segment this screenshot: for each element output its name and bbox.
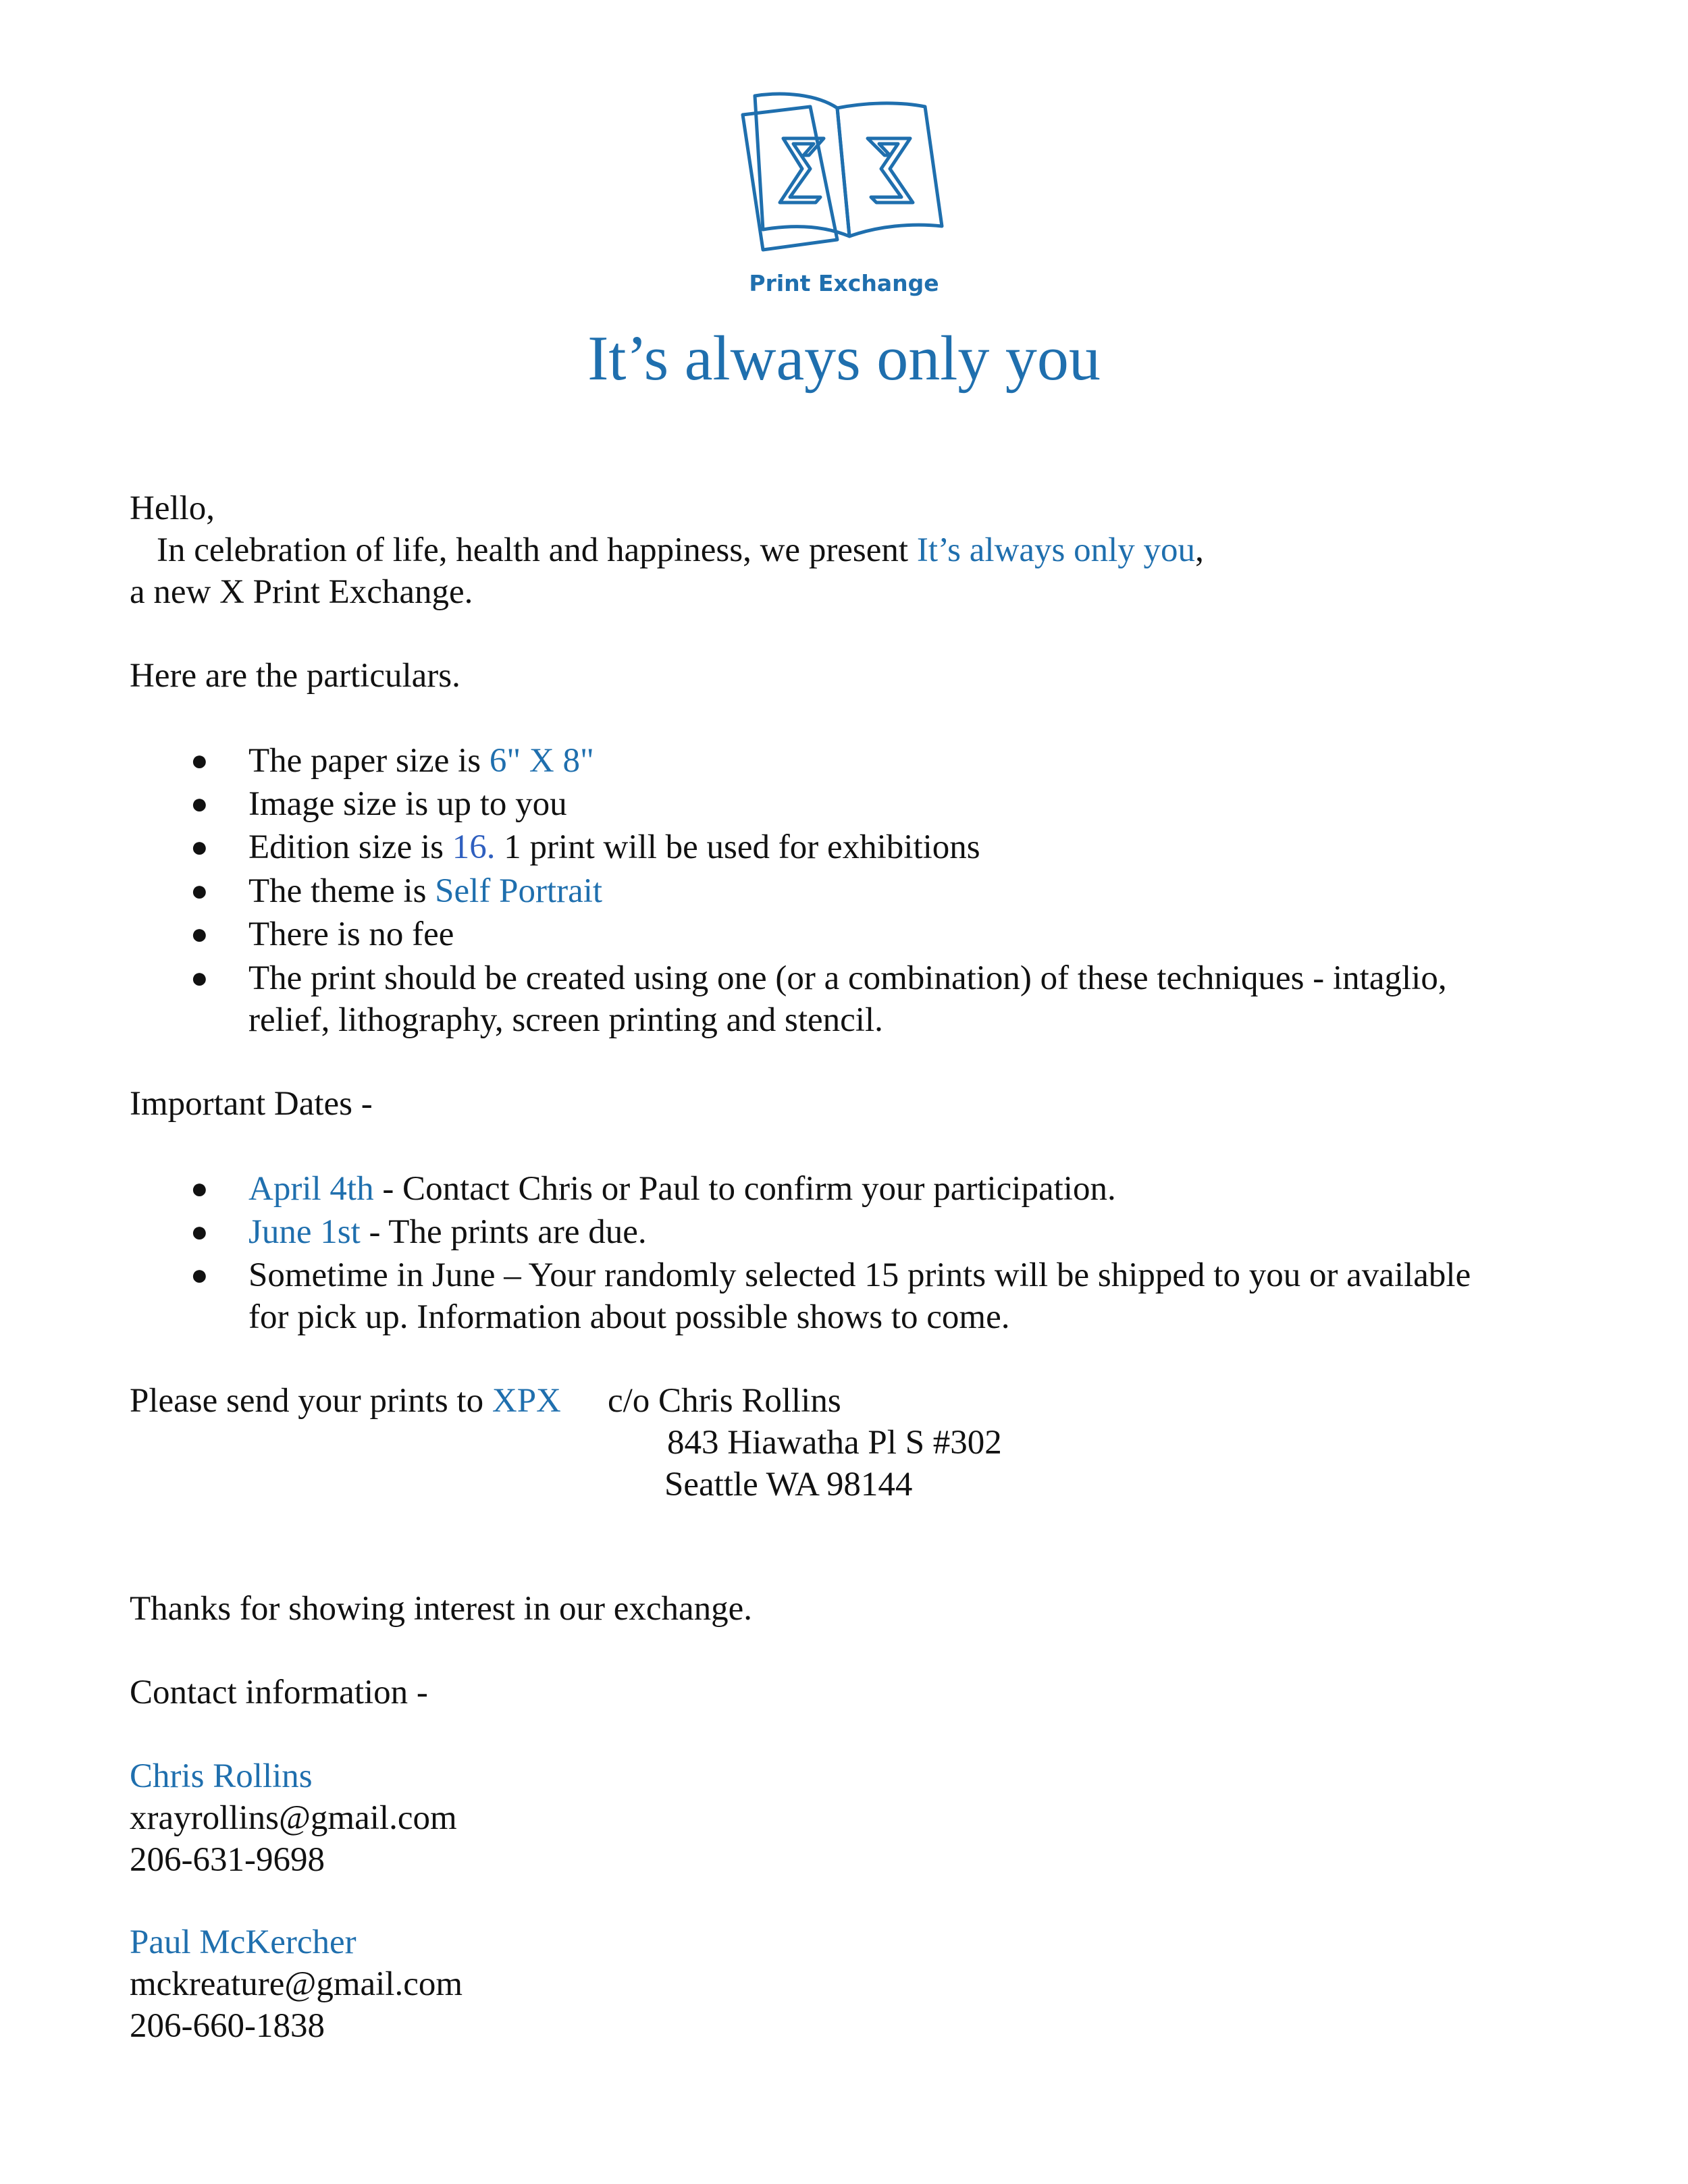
- x-book-logo-icon: [736, 88, 952, 257]
- greeting: Hello,: [130, 489, 215, 527]
- contact-heading: Contact information -: [130, 1674, 428, 1711]
- particulars-heading: Here are the particulars.: [130, 657, 460, 695]
- date-item: April 4th - Contact Chris or Paul to confirm your participation.: [248, 1170, 1116, 1208]
- bullet: ●: [190, 1258, 209, 1291]
- list-item: Image size is up to you: [248, 785, 567, 823]
- date-item: June 1st - The prints are due.: [248, 1213, 647, 1251]
- thanks-text: Thanks for showing interest in our exchange.: [130, 1590, 753, 1628]
- contact-email[interactable]: mckreature@gmail.com: [130, 1965, 463, 2003]
- date-item: Sometime in June – Your randomly selected 15 prints will be shipped to you or available: [248, 1256, 1471, 1294]
- intro-line-1: In celebration of life, health and happiness, we present It’s always only you,: [157, 531, 1204, 569]
- list-item: The print should be created using one (or a combination) of these techniques - intaglio,: [248, 959, 1447, 997]
- xpx-label: XPX: [492, 1382, 561, 1420]
- list-item: There is no fee: [248, 915, 454, 953]
- logo-text: Print Exchange: [749, 270, 939, 296]
- date-item-continued: for pick up. Information about possible shows to come.: [248, 1298, 1010, 1336]
- shipping-line: Please send your prints to XPX: [130, 1382, 561, 1420]
- bullet: ●: [190, 744, 209, 777]
- dates-heading: Important Dates -: [130, 1085, 373, 1123]
- contact-phone: 206-660-1838: [130, 2007, 325, 2045]
- exchange-name: It’s always only you: [916, 531, 1196, 569]
- contact-email[interactable]: xrayrollins@gmail.com: [130, 1799, 457, 1837]
- list-item: The paper size is 6" X 8": [248, 742, 594, 780]
- shipping-street: 843 Hiawatha Pl S #302: [667, 1424, 1002, 1462]
- list-item: The theme is Self Portrait: [248, 872, 603, 910]
- list-item-continued: relief, lithography, screen printing and stencil.: [248, 1001, 883, 1039]
- shipping-city: Seattle WA 98144: [664, 1466, 913, 1503]
- bullet: ●: [190, 1172, 209, 1205]
- bullet: ●: [190, 874, 209, 907]
- contact-name: Paul McKercher: [130, 1923, 357, 1961]
- contact-name: Chris Rollins: [130, 1757, 313, 1795]
- shipping-care-of: c/o Chris Rollins: [608, 1382, 841, 1420]
- intro-line-2: a new X Print Exchange.: [130, 573, 473, 611]
- bullet: ●: [190, 961, 209, 994]
- bullet: ●: [190, 1215, 209, 1248]
- page-title: It’s always only you: [587, 323, 1101, 394]
- list-item: Edition size is 16. 1 print will be used for exhibitions: [248, 828, 980, 866]
- contact-phone: 206-631-9698: [130, 1841, 325, 1879]
- bullet: ●: [190, 917, 209, 951]
- bullet: ●: [190, 787, 209, 820]
- bullet: ●: [190, 830, 209, 863]
